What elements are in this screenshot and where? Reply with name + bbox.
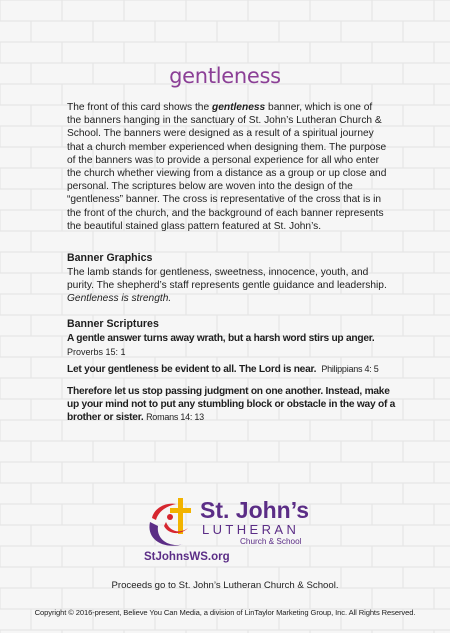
graphics-text: The lamb stands for gentleness, sweetness, innocence, youth, and purity. The shepherd’s staff represents gentle guidance and leadership. <box>67 267 387 292</box>
logo-church-school: Church & School <box>240 537 302 546</box>
copyright-notice: Copyright © 2016-present, Believe You Can Media, a division of LinTaylor Marketing Group, Inc. All Rights Reserved. <box>34 608 416 617</box>
scripture-verse-3 <box>67 385 397 424</box>
graphics-italic: Gentleness is strength. <box>67 293 172 305</box>
scripture-verse-3-text: Therefore let us stop passing judgment on one another. Instead, make up your mind not to put any stumbling block or obstacle in the way of a brother or sister. <box>67 386 396 423</box>
intro-text-before: The front of this card shows the <box>67 102 212 113</box>
logo-url: StJohnsWS.org <box>144 551 230 563</box>
intro-text-after: banner, which is one of the banners hanging in the sanctuary of St. John’s Lutheran Church & School. The banners were designed as a result of a spiritual journey that a church member experienced when designing them. The purpose of the banners was to provide a personal experience for all who enter the church whether viewing from a distance as a group or up close and personal. The scriptures below are woven into the design of the “gentleness” banner. The cross is representative of the cross that is in the front of the church, and the background of each banner represents the beautiful stained glass pattern featured at St. John’s. <box>67 102 387 232</box>
cross-icon <box>170 498 191 534</box>
page-title: gentleness <box>169 64 281 88</box>
intro-bold-word: gentleness <box>211 102 266 113</box>
scripture-verse-2 <box>67 363 397 376</box>
banner-graphics-heading: Banner Graphics <box>67 252 153 264</box>
banner-scriptures-heading: Banner Scriptures <box>67 318 159 330</box>
scripture-verse-2-text: Let your gentleness be evident to all. The Lord is near. <box>67 364 317 375</box>
logo-lutheran: LUTHERAN <box>202 522 300 537</box>
proceeds-note: Proceeds go to St. John’s Lutheran Church & School. <box>111 580 339 591</box>
logo-name: St. John’s <box>200 497 310 523</box>
st-johns-logo <box>140 488 320 568</box>
scripture-ref-1: Proverbs 15: 1 <box>67 347 126 357</box>
scripture-ref-3: Romans 14: 13 <box>146 412 204 422</box>
banner-graphics-text <box>67 266 389 306</box>
scripture-ref-2: Philippians 4: 5 <box>321 364 379 374</box>
logo-figure-body-icon <box>164 522 188 533</box>
logo-figure-head-icon <box>167 514 173 520</box>
scripture-verse-1: A gentle answer turns away wrath, but a harsh word stirs up anger. <box>67 333 375 344</box>
intro-paragraph <box>67 101 389 233</box>
